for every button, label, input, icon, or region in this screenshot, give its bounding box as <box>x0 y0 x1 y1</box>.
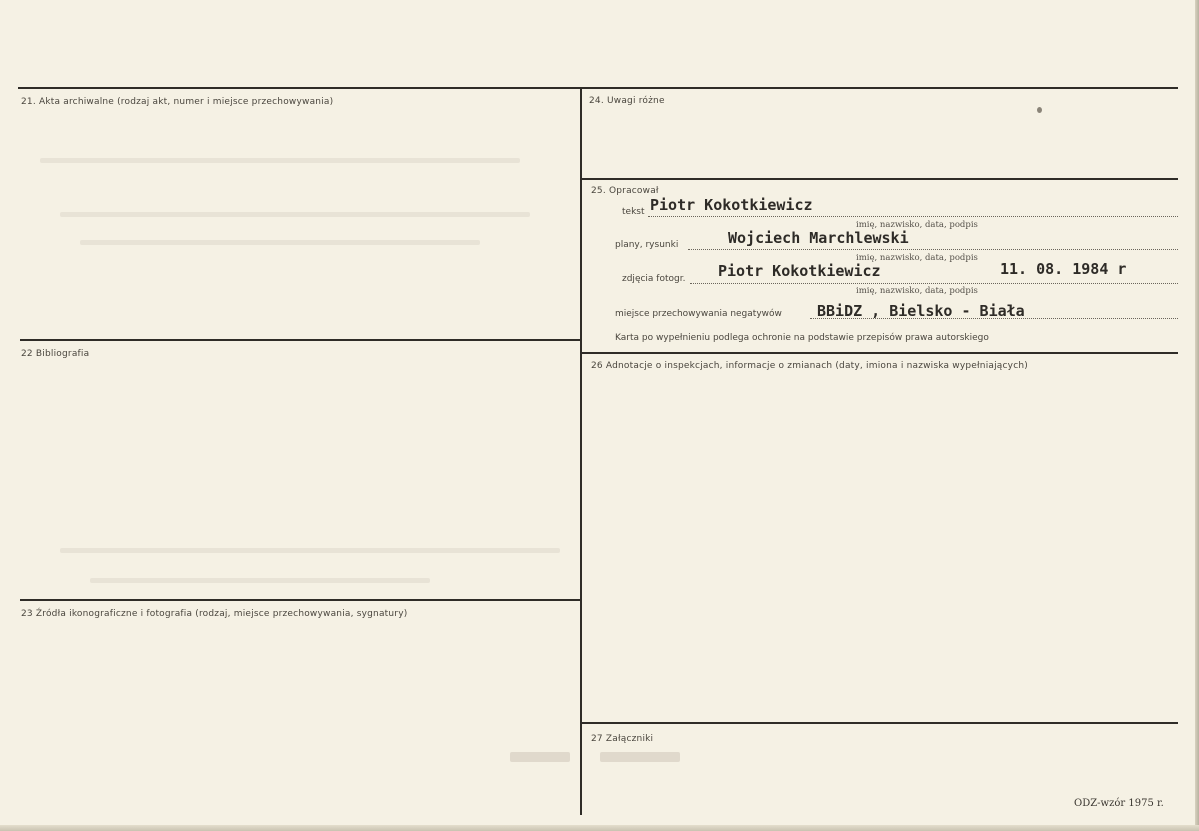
rule-right-27 <box>582 722 1178 724</box>
tekst-line <box>648 216 1178 217</box>
zdjecia-label: zdjęcia fotogr. <box>622 274 686 284</box>
card-edge-bottom <box>0 825 1199 831</box>
miejsce-value: BBiDZ , Bielsko - Biała <box>817 302 1025 320</box>
zdjecia-caption: imię, nazwisko, data, podpis <box>856 286 978 296</box>
section-25-label: 25. Opracował <box>591 186 659 196</box>
copyright-note: Karta po wypełnieniu podlega ochronie na podstawie przepisów prawa autorskiego <box>615 333 989 343</box>
tekst-label: tekst <box>622 207 645 217</box>
section-21-label: 21. Akta archiwalne (rodzaj akt, numer i miejsce przechowywania) <box>21 97 334 107</box>
tekst-value: Piotr Kokotkiewicz <box>650 196 813 214</box>
plany-value: Wojciech Marchlewski <box>728 229 909 247</box>
zdjecia-line <box>690 283 1178 284</box>
plany-caption: imię, nazwisko, data, podpis <box>856 253 978 263</box>
miejsce-label: miejsce przechowywania negatywów <box>615 309 782 319</box>
zdjecia-value: Piotr Kokotkiewicz <box>718 262 881 280</box>
rule-right-26 <box>582 352 1178 354</box>
plany-label: plany, rysunki <box>615 240 679 250</box>
form-footer: ODZ-wzór 1975 r. <box>1074 798 1164 809</box>
section-27-label: 27 Załączniki <box>591 734 654 744</box>
zdjecia-date: 11. 08. 1984 r <box>1000 260 1127 278</box>
rule-right-25 <box>582 178 1178 180</box>
faint-stamp <box>600 752 680 762</box>
paper-speck <box>1037 107 1042 113</box>
section-23-label: 23 Źródła ikonograficzne i fotografia (rodzaj, miejsce przechowywania, sygnatury) <box>21 609 408 619</box>
top-rule <box>18 87 1178 89</box>
card-edge-right <box>1195 0 1199 831</box>
bleed-through-mark <box>90 578 430 583</box>
rule-left-23 <box>20 599 580 601</box>
bleed-through-mark <box>60 548 560 553</box>
section-24-label: 24. Uwagi różne <box>589 96 665 106</box>
bleed-through-mark <box>60 212 530 217</box>
rule-left-22 <box>20 339 580 341</box>
plany-line <box>688 249 1178 250</box>
bleed-through-mark <box>40 158 520 163</box>
faint-stamp <box>510 752 570 762</box>
section-26-label: 26 Adnotacje o inspekcjach, informacje o zmianach (daty, imiona i nazwiska wypełniających) <box>591 361 1028 371</box>
miejsce-line <box>810 318 1178 319</box>
section-22-label: 22 Bibliografia <box>21 349 90 359</box>
bleed-through-mark <box>80 240 480 245</box>
tekst-caption: imię, nazwisko, data, podpis <box>856 220 978 230</box>
center-divider <box>580 89 582 815</box>
